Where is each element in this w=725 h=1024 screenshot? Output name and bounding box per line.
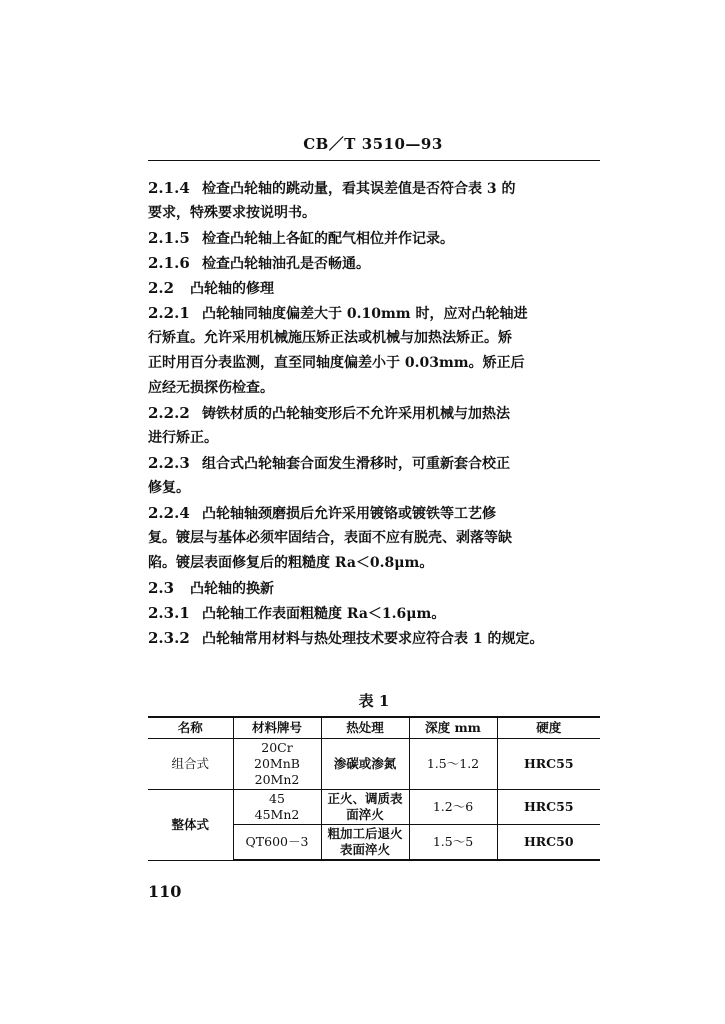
cell-depth: 1.5～1.2 (409, 739, 497, 790)
clause-text: 铸铁材质的凸轮轴变形后不允许采用机械与加热法 (202, 406, 510, 422)
column-header-hardness: 硬度 (497, 717, 600, 739)
clause-text: 进行矫正。 (148, 430, 218, 446)
clause-text: 凸轮轴常用材料与热处理技术要求应符合表 1 的规定。 (202, 631, 544, 647)
material-grade: 45Mn2 (254, 807, 300, 822)
standard-code-header: CB／T 3510—93 (303, 135, 443, 153)
cell-depth: 1.2～6 (409, 790, 497, 825)
clause-number: 2.1.6 (148, 254, 190, 272)
table-header-row (148, 717, 600, 739)
clause-text: 行矫直。允许采用机械施压矫正法或机械与加热法矫正。矫 (148, 330, 512, 346)
text-line (148, 501, 600, 526)
clause-text: 检查凸轮轴上各缸的配气相位并作记录。 (202, 231, 454, 247)
clause-text: 组合式凸轮轴套合面发生滑移时，可重新套合校正 (202, 456, 510, 472)
text-line (148, 401, 600, 426)
table-row (148, 739, 600, 790)
column-header-depth: 深度 mm (409, 717, 497, 739)
cell-material (233, 739, 321, 790)
text-line (148, 601, 600, 626)
clause-number: 2.1.5 (148, 229, 190, 247)
text-line (148, 526, 600, 551)
material-grade: QT600－3 (245, 834, 309, 849)
text-line (148, 376, 600, 401)
section-title: 凸轮轴的修理 (190, 281, 274, 297)
clause-text: 正时用百分表监测，直至同轴度偏差小于 0.03mm。矫正后 (148, 355, 525, 371)
header-rule (148, 160, 600, 161)
cell-treatment: 粗加工后退火表面淬火 (321, 825, 409, 861)
clause-text: 检查凸轮轴的跳动量，看其误差值是否符合表 3 的 (202, 181, 516, 197)
page-number: 110 (148, 882, 182, 901)
text-line (148, 326, 600, 351)
section-number: 2.3 (148, 579, 175, 597)
cell-treatment: 渗碳或渗氮 (321, 739, 409, 790)
section-number: 2.2 (148, 279, 175, 297)
clause-number: 2.2.1 (148, 304, 190, 322)
material-grade: 20MnB (254, 756, 300, 771)
cell-hardness: HRC55 (497, 739, 600, 790)
column-header-treatment: 热处理 (321, 717, 409, 739)
body-text (148, 176, 600, 651)
cell-name: 组合式 (148, 739, 233, 790)
cell-name: 整体式 (148, 790, 233, 861)
text-line (148, 301, 600, 326)
clause-number: 2.2.2 (148, 404, 190, 422)
cell-treatment: 正火、调质表面淬火 (321, 790, 409, 825)
table-row (148, 790, 600, 825)
clause-number: 2.2.3 (148, 454, 190, 472)
cell-hardness: HRC55 (497, 790, 600, 825)
clause-text: 凸轮轴同轴度偏差大于 0.10mm 时，应对凸轮轴进 (202, 306, 528, 322)
clause-text: 凸轮轴轴颈磨损后允许采用镀铬或镀铁等工艺修 (202, 506, 496, 522)
clause-text: 应经无损探伤检查。 (148, 380, 274, 396)
material-grade: 20Mn2 (254, 772, 300, 787)
cell-material (233, 825, 321, 861)
clause-text: 修复。 (148, 480, 190, 496)
material-table (148, 716, 600, 861)
text-line (148, 201, 600, 226)
text-line (148, 476, 600, 501)
text-line (148, 426, 600, 451)
cell-material (233, 790, 321, 825)
clause-number: 2.2.4 (148, 504, 190, 522)
text-line (148, 551, 600, 576)
clause-text: 复。镀层与基体必须牢固结合，表面不应有脱壳、剥落等缺 (148, 530, 512, 546)
clause-number: 2.3.1 (148, 604, 190, 622)
text-line (148, 251, 600, 276)
material-grade: 45 (269, 791, 285, 806)
text-line (148, 626, 600, 651)
cell-depth: 1.5～5 (409, 825, 497, 861)
clause-number: 2.3.2 (148, 629, 190, 647)
text-line (148, 176, 600, 201)
section-title: 凸轮轴的换新 (190, 581, 274, 597)
section-heading (148, 576, 600, 601)
clause-text: 检查凸轮轴油孔是否畅通。 (202, 256, 370, 272)
clause-text: 凸轮轴工作表面粗糙度 Ra＜1.6μm。 (202, 606, 446, 622)
column-header-material: 材料牌号 (233, 717, 321, 739)
text-line (148, 226, 600, 251)
table-caption: 表 1 (358, 692, 390, 710)
cell-hardness: HRC50 (497, 825, 600, 861)
text-line (148, 451, 600, 476)
section-heading (148, 276, 600, 301)
text-line (148, 351, 600, 376)
clause-number: 2.1.4 (148, 179, 190, 197)
clause-text: 陷。镀层表面修复后的粗糙度 Ra＜0.8μm。 (148, 555, 434, 571)
material-grade: 20Cr (261, 740, 293, 755)
column-header-name: 名称 (148, 717, 233, 739)
clause-text: 要求，特殊要求按说明书。 (148, 205, 316, 221)
